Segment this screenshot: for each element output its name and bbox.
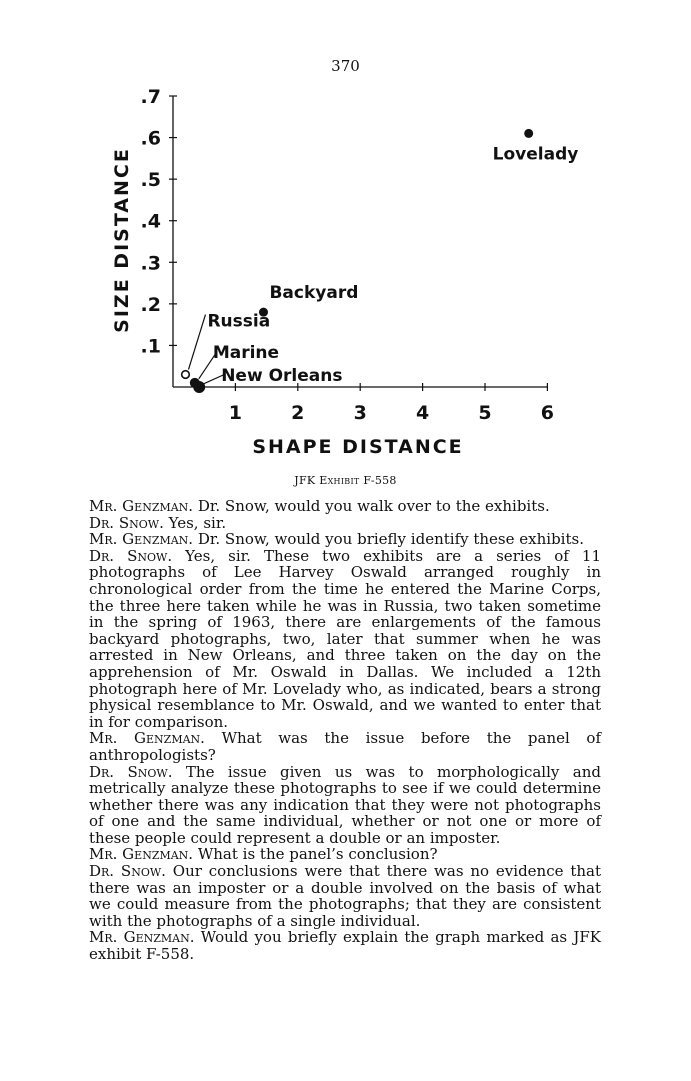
speaker-name: Mr. Genzman. bbox=[89, 729, 205, 748]
testimony-text bbox=[89, 498, 601, 963]
speaker-name: Mr. Genzman. bbox=[89, 530, 194, 549]
leader-line bbox=[203, 375, 223, 384]
testimony-paragraph bbox=[89, 515, 601, 532]
speaker-name: Mr. Genzman. bbox=[89, 928, 195, 947]
chart-points bbox=[182, 129, 579, 393]
page-number: 370 bbox=[331, 57, 360, 75]
x-tick-label: 3 bbox=[353, 402, 367, 424]
speech-text: What was the issue before the panel of anthropologists? bbox=[89, 729, 602, 764]
point-label: Russia bbox=[207, 311, 271, 332]
testimony-paragraph bbox=[89, 548, 601, 731]
testimony-paragraph bbox=[89, 498, 601, 515]
testimony-paragraph bbox=[89, 730, 601, 763]
x-tick-label: 1 bbox=[228, 402, 243, 424]
speech-text: Yes, sir. These two exhibits are a series of 11 photographs of Lee Harvey Oswald arranged roughly in chronological order from the time he entered the Marine Corps, the three here taken while he was in Russia, two taken sometime in the spring of 1963, there are enlargements of the famous backyard photographs, two, later that summer when he was arrested in New Orleans, and three taken on the day on the apprehension of Mr. Oswald in Dallas. We included a 12th photograph here of Mr. Lovelady who, as indicated, bears a strong physical resemblance to Mr. Oswald, and we wanted to enter that in for comparison. bbox=[89, 546, 601, 731]
caption-prefix: JFK bbox=[294, 474, 316, 487]
speaker-name: Dr. Snow. bbox=[89, 862, 166, 881]
exhibit-caption bbox=[0, 474, 691, 487]
speaker-name: Mr. Genzman. bbox=[89, 497, 194, 515]
speaker-name: Dr. Snow. bbox=[89, 513, 164, 532]
caption-exhibit-word: Exhibit bbox=[319, 474, 360, 487]
x-axis-label: SHAPE DISTANCE bbox=[252, 436, 464, 458]
x-tick-label: 2 bbox=[291, 402, 305, 424]
point-label: Lovelady bbox=[492, 144, 579, 165]
testimony-paragraph bbox=[89, 929, 601, 962]
testimony-paragraph bbox=[89, 531, 601, 548]
point-label: Backyard bbox=[269, 283, 359, 304]
caption-number: F-558 bbox=[363, 474, 397, 487]
y-tick-label: .6 bbox=[140, 127, 161, 150]
speech-text: The issue given us was to morphologically and metrically analyze these photographs to see if we could determine whether there was any indication that they were not photographs of one and the same individual, whether or not one or more of these people could represent a double or an imposter. bbox=[89, 762, 601, 847]
leader-line bbox=[188, 315, 205, 370]
x-tick-label: 5 bbox=[478, 402, 492, 424]
speech-text: Yes, sir. bbox=[163, 513, 227, 532]
data-point bbox=[524, 129, 533, 138]
speech-text: Dr. Snow, would you walk over to the exhibits. bbox=[193, 497, 550, 515]
y-tick-label: .5 bbox=[140, 169, 161, 192]
speech-text: Dr. Snow, would you briefly identify these exhibits. bbox=[193, 530, 584, 549]
speech-text: Our conclusions were that there was no evidence that there was an imposter or a double involved on the basis of what we could measure from the photographs; that they are consistent with the photographs of a single individual. bbox=[89, 862, 602, 930]
y-tick-label: .2 bbox=[140, 293, 161, 316]
y-tick-label: .1 bbox=[140, 335, 161, 358]
testimony-paragraph bbox=[89, 846, 601, 863]
scatter-chart bbox=[0, 0, 691, 470]
y-tick-label: .4 bbox=[140, 210, 161, 233]
testimony-paragraph bbox=[89, 863, 601, 929]
speaker-name: Dr. Snow. bbox=[89, 762, 173, 781]
data-point bbox=[182, 371, 190, 379]
x-tick-label: 4 bbox=[415, 402, 430, 424]
data-point bbox=[193, 381, 205, 393]
speech-text: What is the panel’s conclusion? bbox=[193, 845, 438, 864]
point-label: Marine bbox=[212, 342, 280, 363]
testimony-paragraph bbox=[89, 764, 601, 847]
x-tick-label: 6 bbox=[540, 402, 555, 424]
speaker-name: Dr. Snow. bbox=[89, 546, 173, 565]
y-axis-label: SIZE DISTANCE bbox=[111, 147, 133, 333]
speaker-name: Mr. Genzman. bbox=[89, 845, 194, 864]
point-label: New Orleans bbox=[221, 366, 343, 386]
y-tick-label: .7 bbox=[140, 86, 161, 108]
y-tick-label: .3 bbox=[140, 252, 161, 275]
speech-text: Would you briefly explain the graph marked as JFK exhibit F-558. bbox=[89, 928, 601, 964]
